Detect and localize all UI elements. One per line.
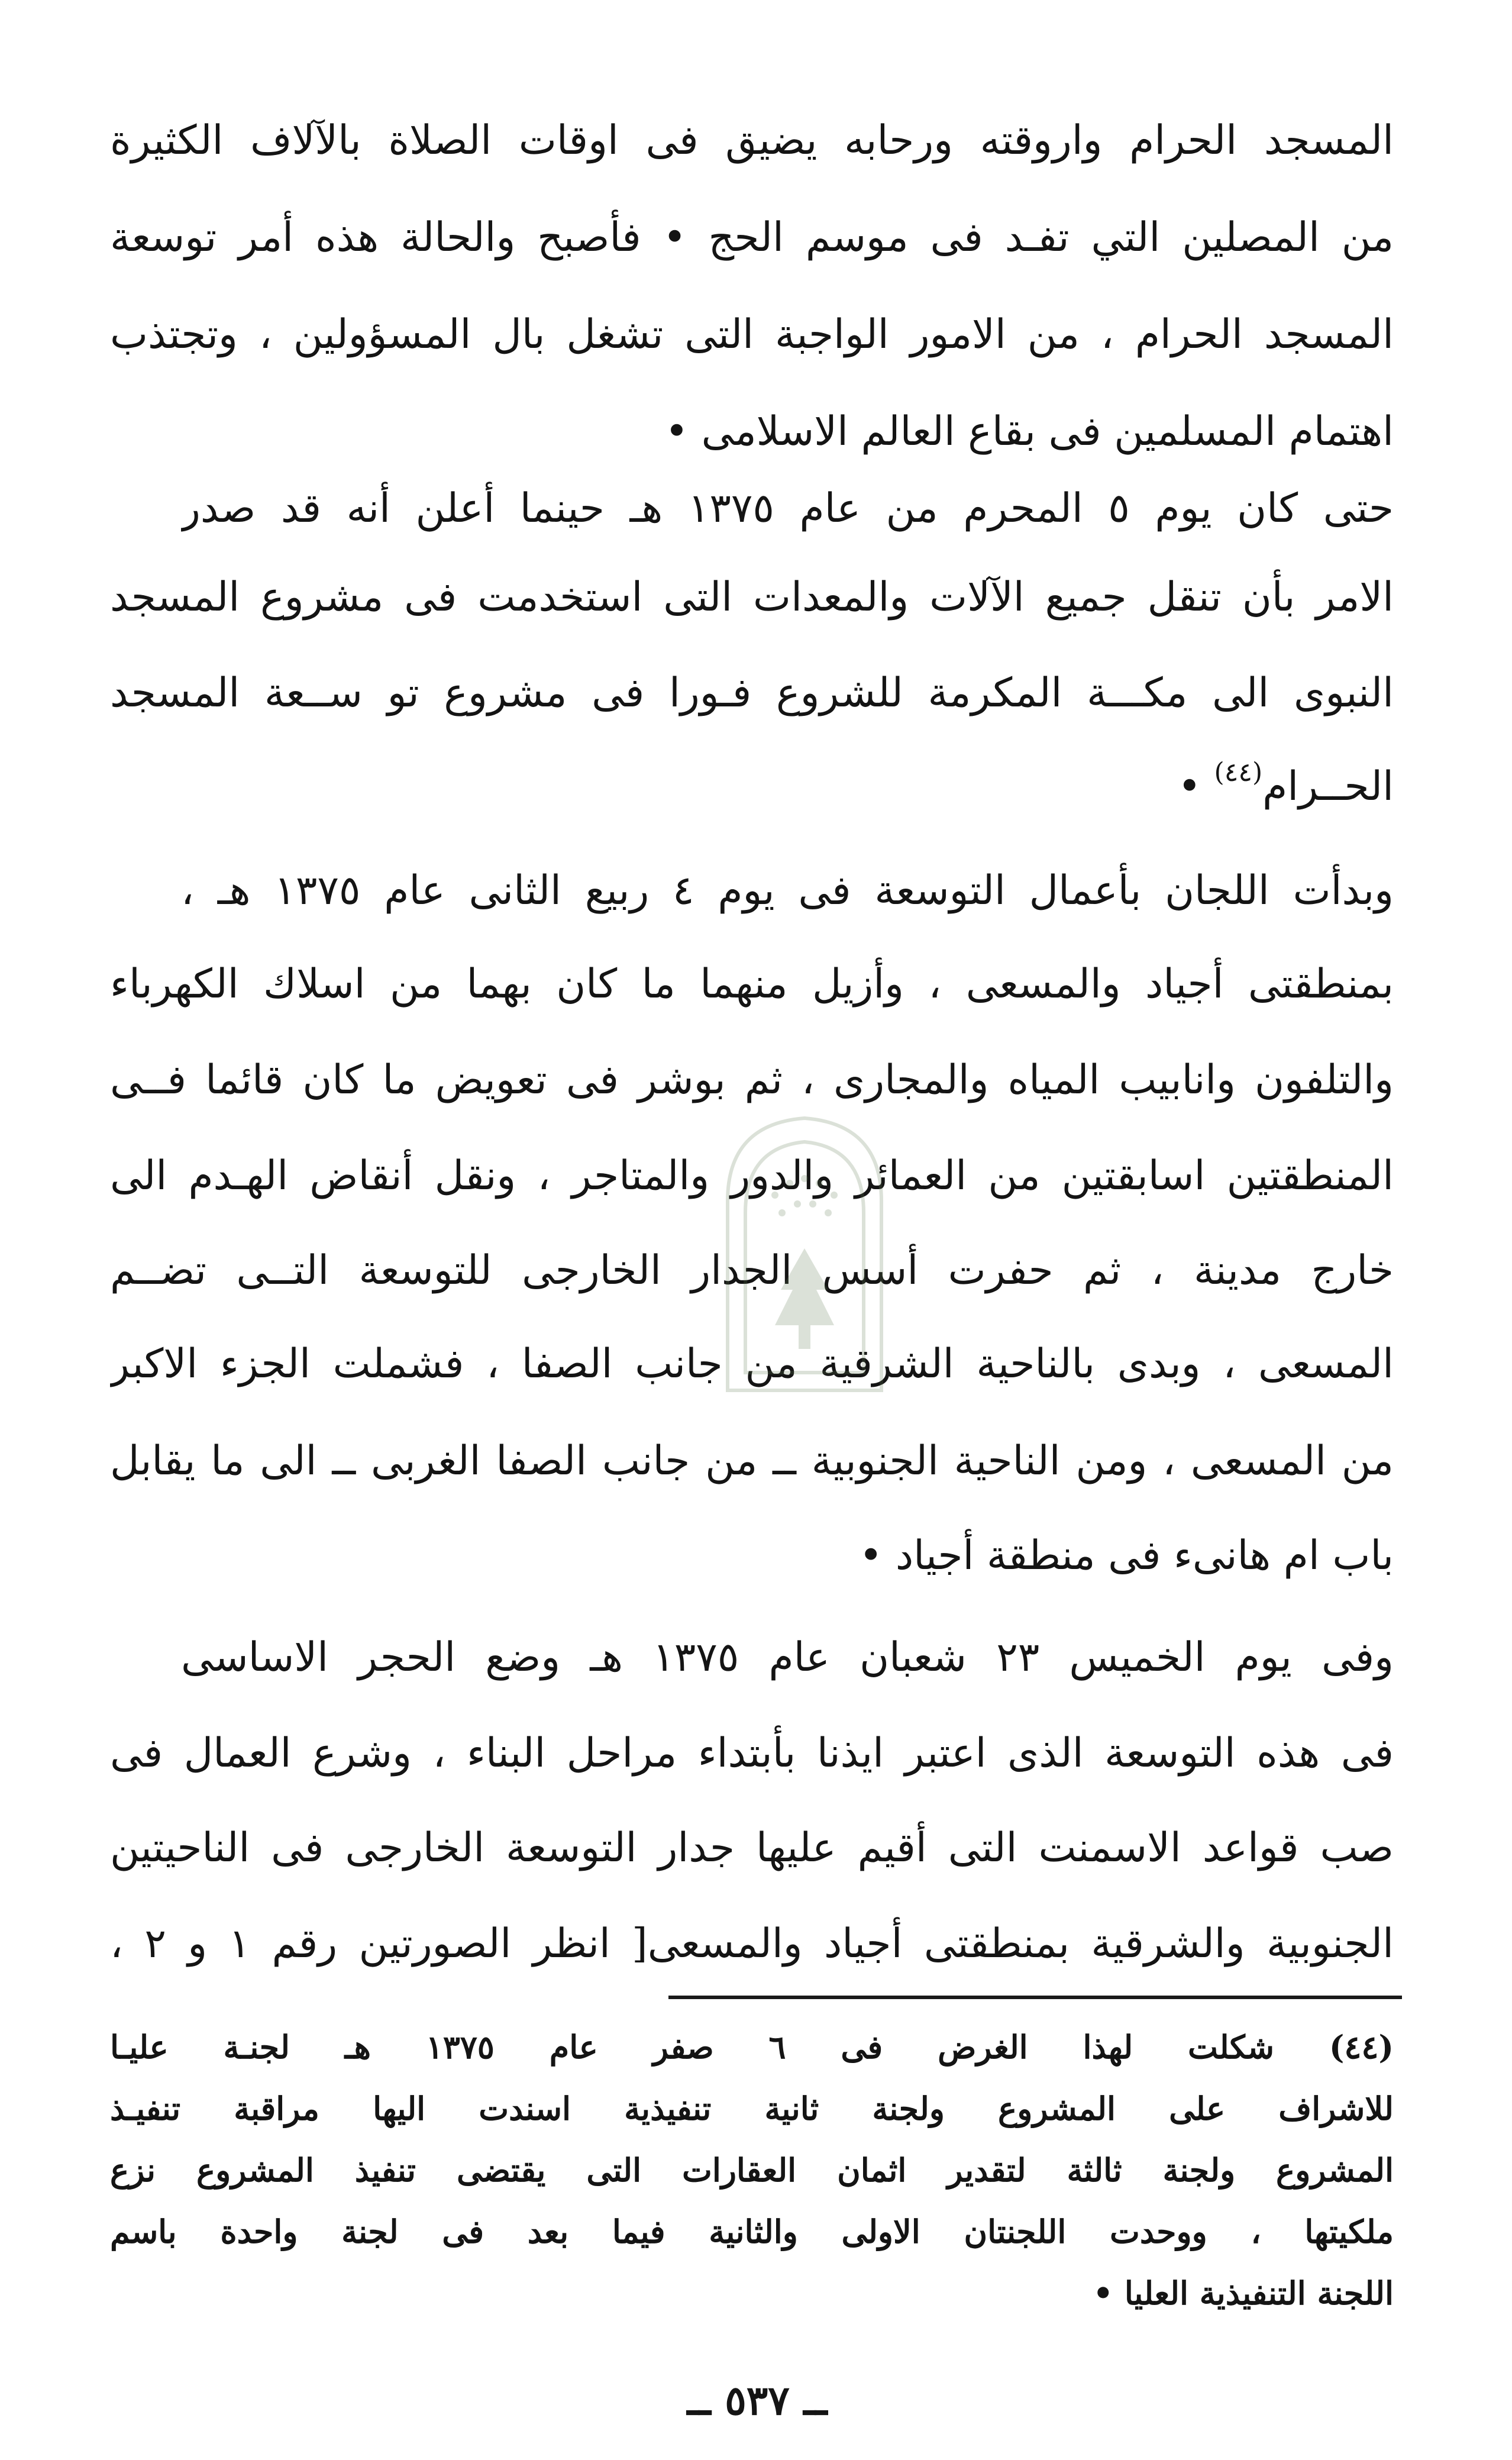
footnote-reference: (٤٤) [1214,757,1263,787]
footnote-line: (٤٤) شكلت لهذا الغرض فى ٦ صفر عام ١٣٧٥ هـ لجنـة عليـا [110,2028,1394,2066]
body-line: الامر بأن تنقل جميع الآلات والمعدات التى استخدمت فى مشروع المسجد [110,574,1394,621]
body-line: وفى يوم الخميس ٢٣ شعبان عام ١٣٧٥ هـ وضع الحجر الاساسى [181,1634,1394,1681]
body-line: النبوى الى مكـــة المكرمة للشروع فـورا فى مشروع تو ســعة المسجد [110,670,1394,716]
page-number: ــ ٥٣٧ ــ [687,2377,828,2425]
body-line: المسجد الحرام واروقته ورحابه يضيق فى اوقات الصلاة بالآلاف الكثيرة [110,117,1394,164]
body-line: فى هذه التوسعة الذى اعتبر ايذنا بأبتداء مراحل البناء ، وشرع العمال فى [110,1730,1394,1777]
footnote-line: اللجنة التنفيذية العليا • [1093,2274,1394,2312]
footnote-separator [668,1996,1402,1999]
body-line: من المصلين التي تفـد فى موسم الحج • فأصبح والحالة هذه أمر توسعة [110,214,1394,261]
body-line: اهتمام المسلمين فى بقاع العالم الاسلامى • [664,408,1394,455]
library-stamp-watermark-icon [704,1112,905,1396]
body-line: المنطقتين اسابقتين من العمائر والدور والمتاجر ، ونقل أنقاض الهـدم الى [110,1152,1394,1199]
body-line: من المسعى ، ومن الناحية الجنوبية ــ من جانب الصفا الغربى ــ الى ما يقابل [110,1438,1394,1484]
body-line: الجنوبية والشرقية بمنطقتى أجياد والمسعى[ انظر الصورتين رقم ١ و ٢ ، [110,1920,1394,1967]
body-line-text: الحــرام [1262,763,1394,810]
body-line: وبدأت اللجان بأعمال التوسعة فى يوم ٤ ربيع الثانى عام ١٣٧٥ هـ ، [181,867,1394,914]
body-line: حتى كان يوم ٥ المحرم من عام ١٣٧٥ هـ حينما أعلن أنه قد صدر [181,485,1394,532]
body-line: صب قواعد الاسمنت التى أقيم عليها جدار التوسعة الخارجى فى الناحيتين [110,1825,1394,1871]
footnote-line: المشروع ولجنة ثالثة لتقدير اثمان العقارات التى يقتضى تنفيذ المشروع نزع [110,2151,1394,2189]
line-end-mark: • [1177,763,1201,810]
body-line: المسعى ، وبدى بالناحية الشرقية من جانب الصفا ، فشملت الجزء الاكبر [110,1341,1394,1387]
body-line: والتلفون وانابيب المياه والمجارى ، ثم بوشر فى تعويض ما كان قائما فــى [110,1057,1394,1103]
body-line-with-footnote-ref [110,757,1394,816]
body-line: المسجد الحرام ، من الامور الواجبة التى تشغل بال المسؤولين ، وتجتذب [110,311,1394,358]
body-line: بمنطقتى أجياد والمسعى ، وأزيل منهما ما كان بهما من اسلاك الكهرباء [110,961,1394,1008]
body-line: خارج مدينة ، ثم حفرت أسس الجدار الخارجى للتوسعة التــى تضــم [110,1247,1394,1294]
footnote-line: للاشراف على المشروع ولجنة ثانية تنفيذية اسندت اليها مراقبة تنفيـذ [110,2090,1394,2128]
footnote-line: ملكيتها ، ووحدت اللجنتان الاولى والثانية فيما بعد فى لجنة واحدة باسم [110,2213,1394,2251]
body-line: باب ام هانىء فى منطقة أجياد • [859,1532,1394,1579]
